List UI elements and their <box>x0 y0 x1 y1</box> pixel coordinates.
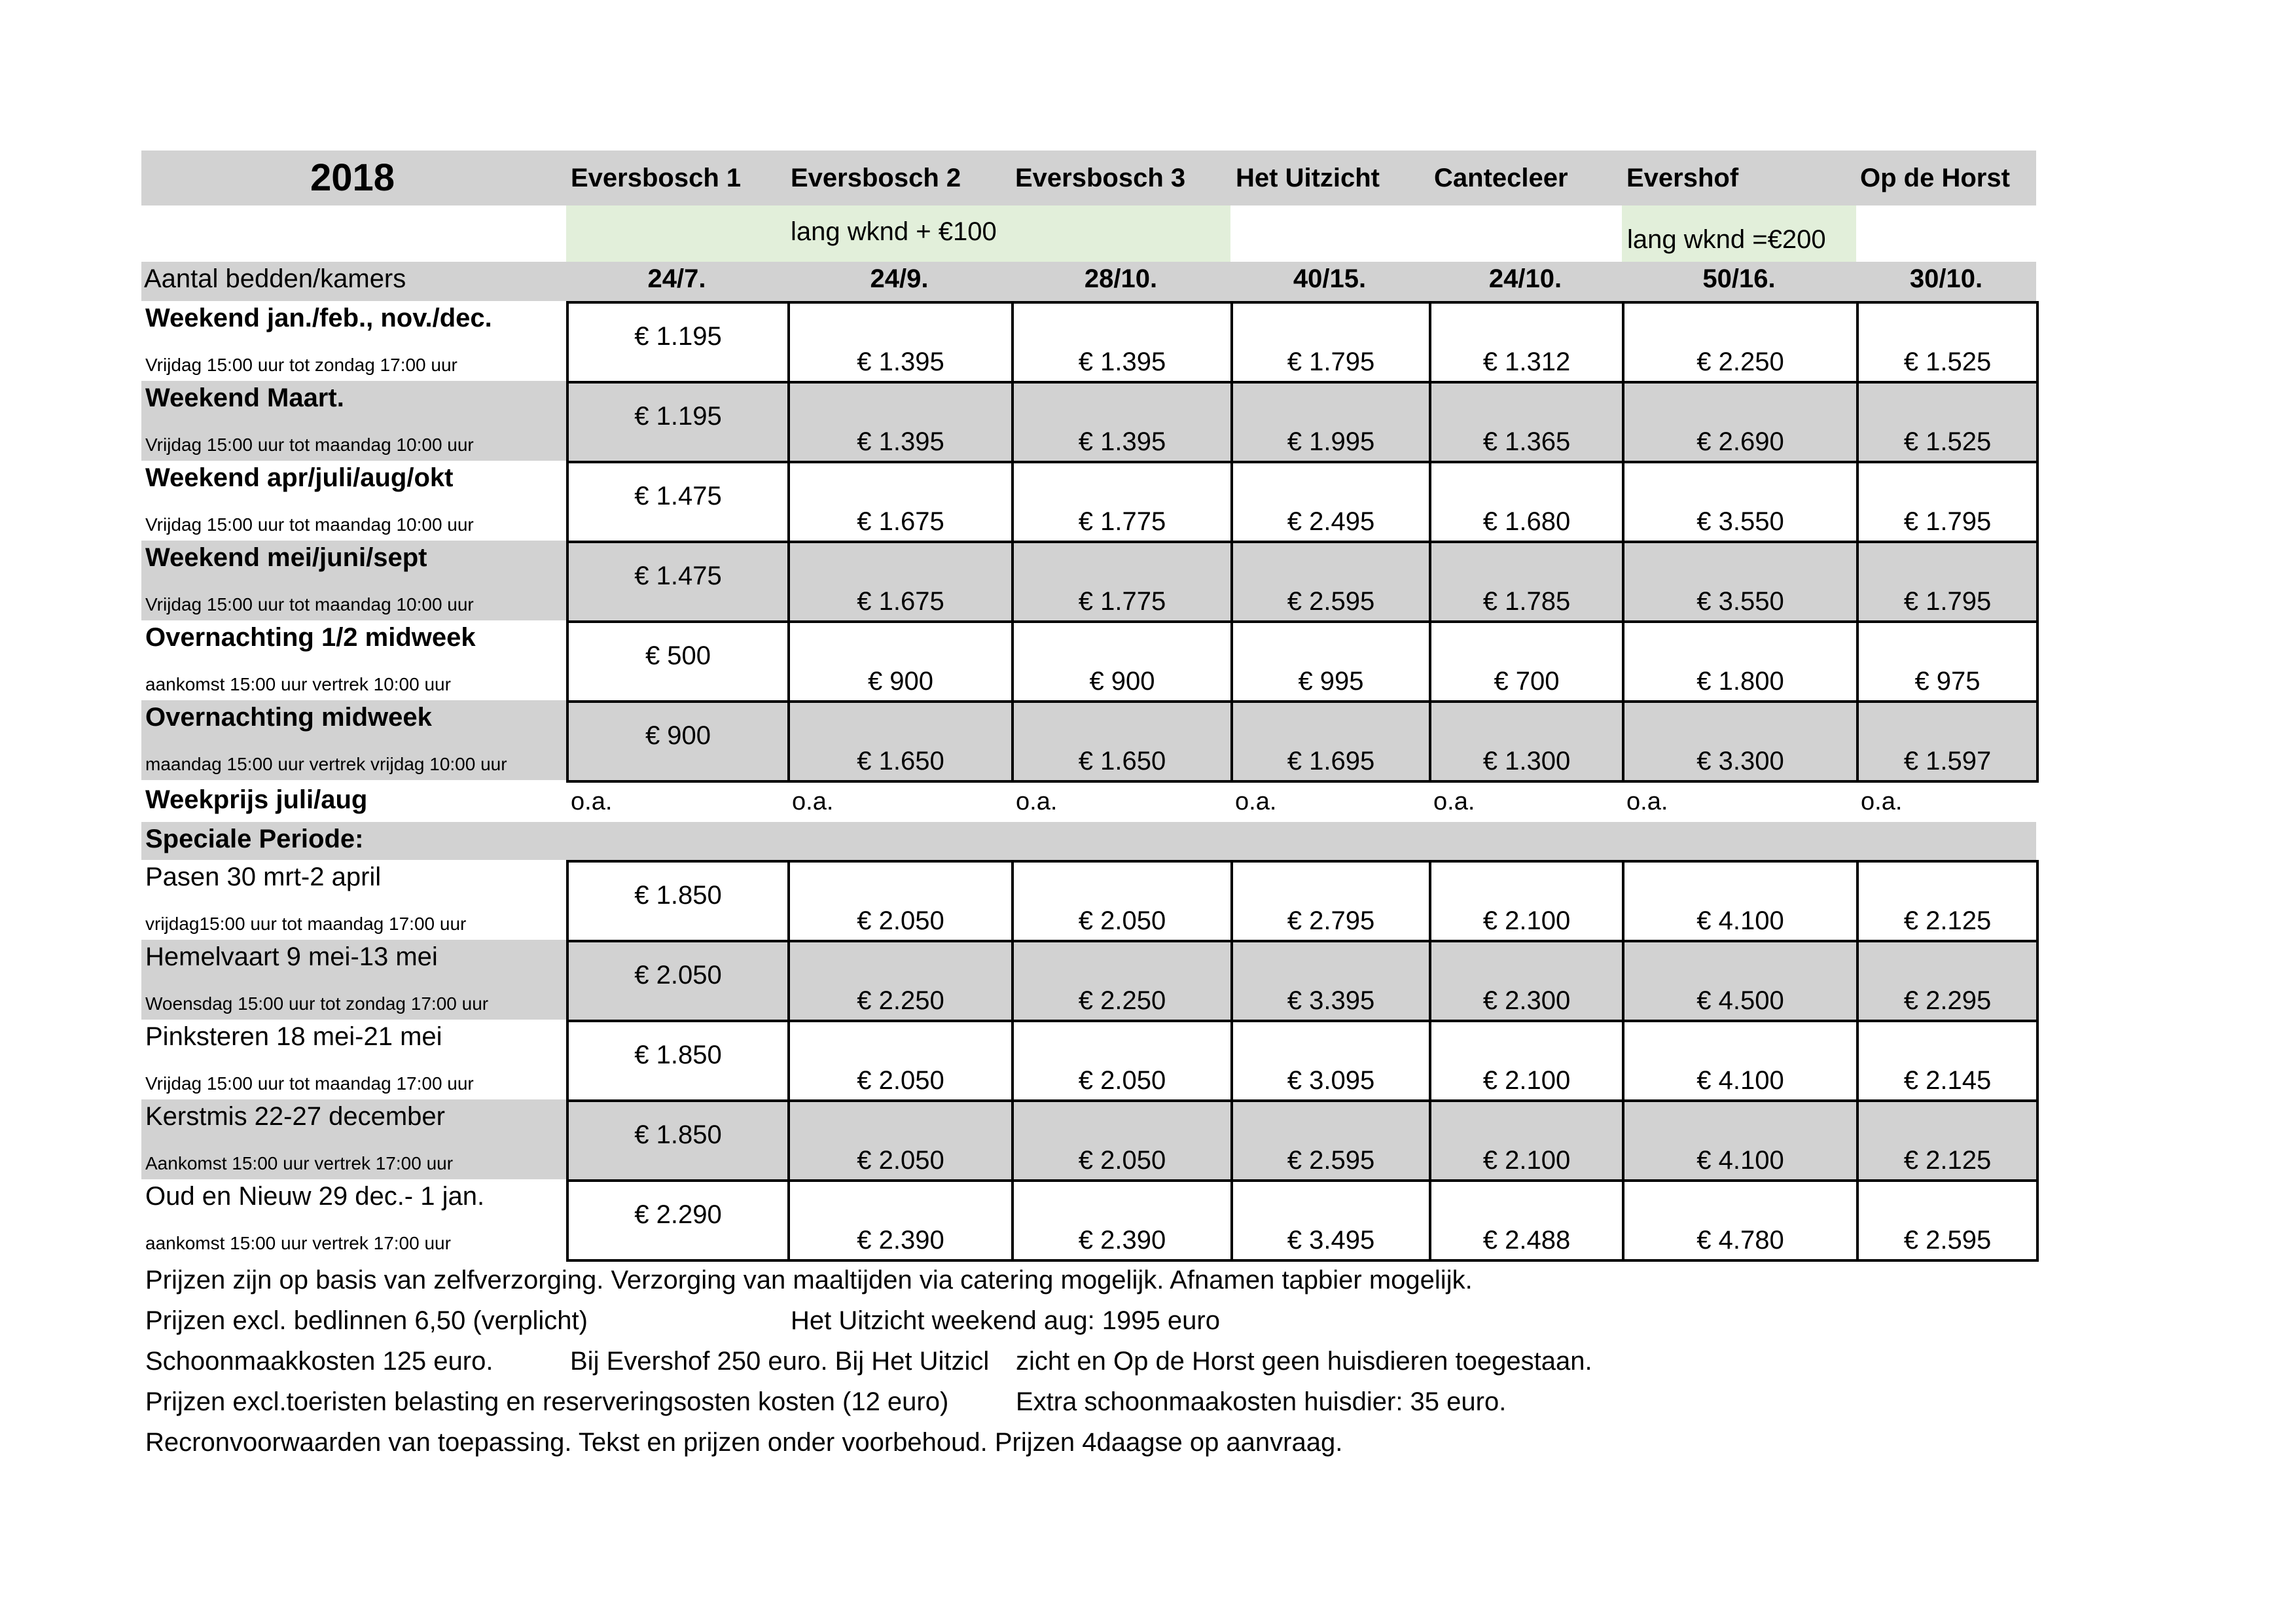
price-value: € 2.250 <box>1078 986 1166 1015</box>
price-value: € 4.500 <box>1696 986 1784 1015</box>
price-value: € 2.595 <box>1287 1146 1375 1175</box>
price-value: € 3.395 <box>1287 986 1375 1015</box>
price-cell <box>566 1179 790 1262</box>
price-value: € 2.050 <box>634 961 722 990</box>
price-cell <box>787 860 1014 942</box>
price-cell <box>787 461 1014 543</box>
price-value: € 1.475 <box>634 482 722 510</box>
price-value: € 1.680 <box>1482 507 1571 536</box>
price-cell <box>1230 700 1431 783</box>
price-value: € 2.295 <box>1903 986 1992 1015</box>
price-cell <box>1622 940 1859 1022</box>
price-cell <box>787 381 1014 463</box>
price-cell <box>1429 461 1624 543</box>
price-value: € 2.145 <box>1903 1066 1992 1095</box>
price-value: € 1.850 <box>634 1120 722 1149</box>
price-value: € 2.595 <box>1287 587 1375 616</box>
price-value: € 1.675 <box>857 587 944 616</box>
footer-note: Prijzen zijn op basis van zelfverzorging. Verzorging van maaltijden via catering mogelijk. Afnamen tapbier mogelijk. <box>145 1266 1473 1294</box>
price-value: € 2.390 <box>857 1226 944 1255</box>
price-value: € 1.395 <box>857 348 944 376</box>
price-cell <box>787 1020 1014 1102</box>
weekprijs-value: o.a. <box>1626 788 1668 815</box>
price-value: € 1.795 <box>1903 507 1992 536</box>
price-cell <box>1856 541 2039 623</box>
speciale-periode-row <box>141 822 2036 860</box>
price-value: € 1.650 <box>1078 747 1166 776</box>
price-cell <box>1622 1020 1859 1102</box>
price-cell <box>1856 301 2039 383</box>
price-value: € 2.100 <box>1482 1066 1571 1095</box>
price-cell <box>566 940 790 1022</box>
price-value: € 2.050 <box>1078 906 1166 935</box>
price-cell <box>1230 541 1431 623</box>
special-row <box>141 940 2036 1020</box>
price-value: € 1.395 <box>1078 348 1166 376</box>
period-label: Weekend Maart. <box>145 383 344 412</box>
price-value: € 2.050 <box>857 1146 944 1175</box>
price-cell <box>1429 700 1624 783</box>
beds-value: 30/10. <box>1909 264 1983 293</box>
price-value: € 2.290 <box>634 1200 722 1229</box>
price-cell <box>787 301 1014 383</box>
price-value: € 1.475 <box>634 562 722 590</box>
col-header-evershof: Evershof <box>1626 164 1739 192</box>
price-value: € 2.100 <box>1482 1146 1571 1175</box>
beds-value: 24/7. <box>647 264 706 293</box>
price-cell <box>1622 860 1859 942</box>
price-value: € 700 <box>1494 667 1560 696</box>
special-subtext: Aankomst 15:00 uur vertrek 17:00 uur <box>145 1153 454 1173</box>
special-row <box>141 1020 2036 1099</box>
price-cell <box>787 620 1014 703</box>
price-cell <box>1622 301 1859 383</box>
special-subtext: vrijdag15:00 uur tot maandag 17:00 uur <box>145 914 467 934</box>
price-cell <box>1230 1099 1431 1182</box>
price-value: € 995 <box>1298 667 1364 696</box>
beds-value: 50/16. <box>1702 264 1776 293</box>
price-value: € 2.250 <box>1696 348 1784 376</box>
price-value: € 4.100 <box>1696 906 1784 935</box>
price-cell <box>787 940 1014 1022</box>
footer-note: Prijzen excl.toeristen belasting en reserveringsosten kosten (12 euro) <box>145 1387 949 1416</box>
price-value: € 1.695 <box>1287 747 1375 776</box>
col-header-eversbosch-2: Eversbosch 2 <box>791 164 961 192</box>
price-value: € 1.800 <box>1696 667 1784 696</box>
special-label: Oud en Nieuw 29 dec.- 1 jan. <box>145 1182 485 1211</box>
weekprijs-value: o.a. <box>1433 788 1475 815</box>
period-label: Weekend jan./feb., nov./dec. <box>145 304 492 332</box>
special-label: Pinksteren 18 mei-21 mei <box>145 1022 442 1051</box>
period-row <box>141 461 2036 541</box>
price-value: € 1.850 <box>634 881 722 910</box>
note-eversbosch-cell <box>566 205 1230 262</box>
price-cell <box>566 1099 790 1182</box>
period-row <box>141 620 2036 700</box>
footer-note: Schoonmaakkosten 125 euro. <box>145 1347 493 1376</box>
note-eversbosch: lang wknd + €100 <box>791 217 997 246</box>
price-cell <box>1230 620 1431 703</box>
year-title: 2018 <box>310 156 395 199</box>
price-cell <box>1011 700 1233 783</box>
period-label: Overnachting midweek <box>145 703 432 732</box>
price-value: € 2.050 <box>1078 1066 1166 1095</box>
price-value: € 3.300 <box>1696 747 1784 776</box>
price-cell <box>1230 461 1431 543</box>
price-value: € 2.390 <box>1078 1226 1166 1255</box>
price-cell <box>1011 461 1233 543</box>
price-cell <box>1230 381 1431 463</box>
special-label: Kerstmis 22-27 december <box>145 1102 445 1131</box>
price-cell <box>1856 381 2039 463</box>
price-value: € 2.795 <box>1287 906 1375 935</box>
price-cell <box>1429 381 1624 463</box>
price-value: € 1.365 <box>1482 427 1571 456</box>
price-value: € 2.495 <box>1287 507 1375 536</box>
special-label: Hemelvaart 9 mei-13 mei <box>145 942 438 971</box>
price-value: € 3.095 <box>1287 1066 1375 1095</box>
period-row <box>141 381 2036 461</box>
price-value: € 1.850 <box>634 1041 722 1069</box>
special-row <box>141 1099 2036 1179</box>
footer-note: Bij Evershof 250 euro. Bij Het Uitzicl <box>570 1347 990 1376</box>
beds-row <box>141 262 2036 301</box>
col-header-eversbosch-3: Eversbosch 3 <box>1015 164 1186 192</box>
price-value: € 1.597 <box>1903 747 1992 776</box>
beds-value: 24/9. <box>870 264 929 293</box>
price-cell <box>1011 301 1233 383</box>
footer-note: zicht en Op de Horst geen huisdieren toegestaan. <box>1016 1347 1592 1376</box>
col-header-cantecleer: Cantecleer <box>1434 164 1568 192</box>
period-label: Weekend mei/juni/sept <box>145 543 427 572</box>
price-value: € 500 <box>645 641 711 670</box>
price-value: € 4.100 <box>1696 1066 1784 1095</box>
price-cell <box>1856 461 2039 543</box>
price-cell <box>1856 700 2039 783</box>
price-cell <box>1429 1099 1624 1182</box>
price-cell <box>566 620 790 703</box>
price-cell <box>787 1099 1014 1182</box>
special-subtext: aankomst 15:00 uur vertrek 17:00 uur <box>145 1233 451 1253</box>
price-cell <box>566 381 790 463</box>
price-value: € 1.775 <box>1078 507 1166 536</box>
price-cell <box>566 1020 790 1102</box>
weekprijs-value: o.a. <box>1861 788 1903 815</box>
price-cell <box>1011 860 1233 942</box>
period-label: Weekend apr/juli/aug/okt <box>145 463 454 492</box>
price-value: € 2.050 <box>1078 1146 1166 1175</box>
price-cell <box>1622 461 1859 543</box>
footer-note: Recronvoorwaarden van toepassing. Tekst en prijzen onder voorbehoud. Prijzen 4daagse op aanvraag. <box>145 1428 1343 1457</box>
special-subtext: Woensdag 15:00 uur tot zondag 17:00 uur <box>145 993 489 1014</box>
price-value: € 2.690 <box>1696 427 1784 456</box>
price-cell <box>566 700 790 783</box>
price-value: € 1.675 <box>857 507 944 536</box>
price-cell <box>1622 1179 1859 1262</box>
price-cell <box>566 461 790 543</box>
price-value: € 1.395 <box>1078 427 1166 456</box>
price-cell <box>566 541 790 623</box>
price-value: € 1.650 <box>857 747 944 776</box>
price-cell <box>1856 940 2039 1022</box>
price-cell <box>1011 541 1233 623</box>
period-subtext: aankomst 15:00 uur vertrek 10:00 uur <box>145 674 451 694</box>
price-value: € 2.488 <box>1482 1226 1571 1255</box>
period-subtext: maandag 15:00 uur vertrek vrijdag 10:00 uur <box>145 754 507 774</box>
period-subtext: Vrijdag 15:00 uur tot maandag 10:00 uur <box>145 514 474 535</box>
price-value: € 1.312 <box>1482 348 1571 376</box>
price-cell <box>1011 1020 1233 1102</box>
special-row <box>141 1179 2036 1259</box>
price-cell <box>1011 940 1233 1022</box>
price-cell <box>787 541 1014 623</box>
price-cell <box>1622 620 1859 703</box>
price-value: € 900 <box>645 721 711 750</box>
price-cell <box>1429 1179 1624 1262</box>
price-cell <box>566 860 790 942</box>
price-cell <box>1429 940 1624 1022</box>
price-value: € 1.795 <box>1287 348 1375 376</box>
price-value: € 1.775 <box>1078 587 1166 616</box>
price-value: € 2.100 <box>1482 906 1571 935</box>
period-label: Overnachting 1/2 midweek <box>145 623 476 652</box>
beds-value: 24/10. <box>1488 264 1562 293</box>
special-label: Pasen 30 mrt-2 april <box>145 863 382 891</box>
note-evershof-cell <box>1622 205 1856 262</box>
price-value: € 2.050 <box>857 906 944 935</box>
speciale-periode-label: Speciale Periode: <box>145 825 364 853</box>
price-cell <box>1230 1020 1431 1102</box>
notes-row <box>141 205 2036 262</box>
weekprijs-value: o.a. <box>1235 788 1277 815</box>
price-value: € 1.195 <box>634 402 722 431</box>
price-value: € 1.395 <box>857 427 944 456</box>
price-value: € 3.550 <box>1696 587 1784 616</box>
special-subtext: Vrijdag 15:00 uur tot maandag 17:00 uur <box>145 1073 474 1094</box>
price-cell <box>1011 381 1233 463</box>
price-value: € 975 <box>1914 667 1981 696</box>
period-row <box>141 541 2036 620</box>
price-cell <box>1011 1099 1233 1182</box>
weekprijs-label: Weekprijs juli/aug <box>145 785 368 814</box>
price-value: € 1.195 <box>634 322 722 351</box>
price-cell <box>1429 301 1624 383</box>
price-value: € 1.300 <box>1482 747 1571 776</box>
price-value: € 1.785 <box>1482 587 1571 616</box>
period-subtext: Vrijdag 15:00 uur tot maandag 10:00 uur <box>145 435 474 455</box>
weekprijs-value: o.a. <box>571 788 613 815</box>
price-value: € 2.300 <box>1482 986 1571 1015</box>
price-value: € 3.495 <box>1287 1226 1375 1255</box>
header-row <box>141 151 2036 205</box>
col-header-op-de-horst: Op de Horst <box>1860 164 2010 192</box>
price-cell <box>1230 940 1431 1022</box>
price-value: € 900 <box>1089 667 1155 696</box>
price-value: € 2.125 <box>1903 1146 1992 1175</box>
price-cell <box>1429 541 1624 623</box>
weekprijs-value: o.a. <box>1016 788 1058 815</box>
price-cell <box>1230 301 1431 383</box>
price-cell <box>1622 1099 1859 1182</box>
beds-value: 28/10. <box>1084 264 1158 293</box>
price-cell <box>1622 541 1859 623</box>
price-value: € 4.780 <box>1696 1226 1784 1255</box>
price-value: € 1.525 <box>1903 427 1992 456</box>
footer-note: Extra schoonmaakosten huisdier: 35 euro. <box>1016 1387 1507 1416</box>
price-value: € 4.100 <box>1696 1146 1784 1175</box>
price-value: € 1.795 <box>1903 587 1992 616</box>
price-cell <box>1856 1099 2039 1182</box>
period-subtext: Vrijdag 15:00 uur tot maandag 10:00 uur <box>145 594 474 615</box>
beds-label: Aantal bedden/kamers <box>144 264 406 293</box>
price-cell <box>1622 700 1859 783</box>
price-cell <box>787 700 1014 783</box>
price-cell <box>1230 860 1431 942</box>
price-cell <box>566 301 790 383</box>
price-cell <box>1856 620 2039 703</box>
price-cell <box>1856 1020 2039 1102</box>
price-cell <box>1856 860 2039 942</box>
beds-value: 40/15. <box>1293 264 1367 293</box>
period-subtext: Vrijdag 15:00 uur tot zondag 17:00 uur <box>145 355 457 375</box>
footer-note: Prijzen excl. bedlinnen 6,50 (verplicht) <box>145 1306 588 1335</box>
price-cell <box>1230 1179 1431 1262</box>
price-value: € 1.525 <box>1903 348 1992 376</box>
price-value: € 900 <box>867 667 934 696</box>
special-row <box>141 860 2036 940</box>
note-evershof: lang wknd =€200 <box>1627 225 1826 254</box>
price-cell <box>1011 620 1233 703</box>
price-value: € 3.550 <box>1696 507 1784 536</box>
weekprijs-value: o.a. <box>792 788 834 815</box>
footer-note: Het Uitzicht weekend aug: 1995 euro <box>791 1306 1220 1335</box>
col-header-eversbosch-1: Eversbosch 1 <box>571 164 742 192</box>
price-cell <box>1429 620 1624 703</box>
period-row <box>141 301 2036 381</box>
price-cell <box>1011 1179 1233 1262</box>
price-value: € 2.050 <box>857 1066 944 1095</box>
price-cell <box>787 1179 1014 1262</box>
price-cell <box>1429 860 1624 942</box>
price-value: € 2.595 <box>1903 1226 1992 1255</box>
price-value: € 1.995 <box>1287 427 1375 456</box>
col-header-het-uitzicht: Het Uitzicht <box>1236 164 1380 192</box>
price-value: € 2.125 <box>1903 906 1992 935</box>
weekprijs-row <box>141 783 2036 822</box>
price-value: € 2.250 <box>857 986 944 1015</box>
price-cell <box>1429 1020 1624 1102</box>
price-cell <box>1856 1179 2039 1262</box>
period-row <box>141 700 2036 780</box>
price-cell <box>1622 381 1859 463</box>
